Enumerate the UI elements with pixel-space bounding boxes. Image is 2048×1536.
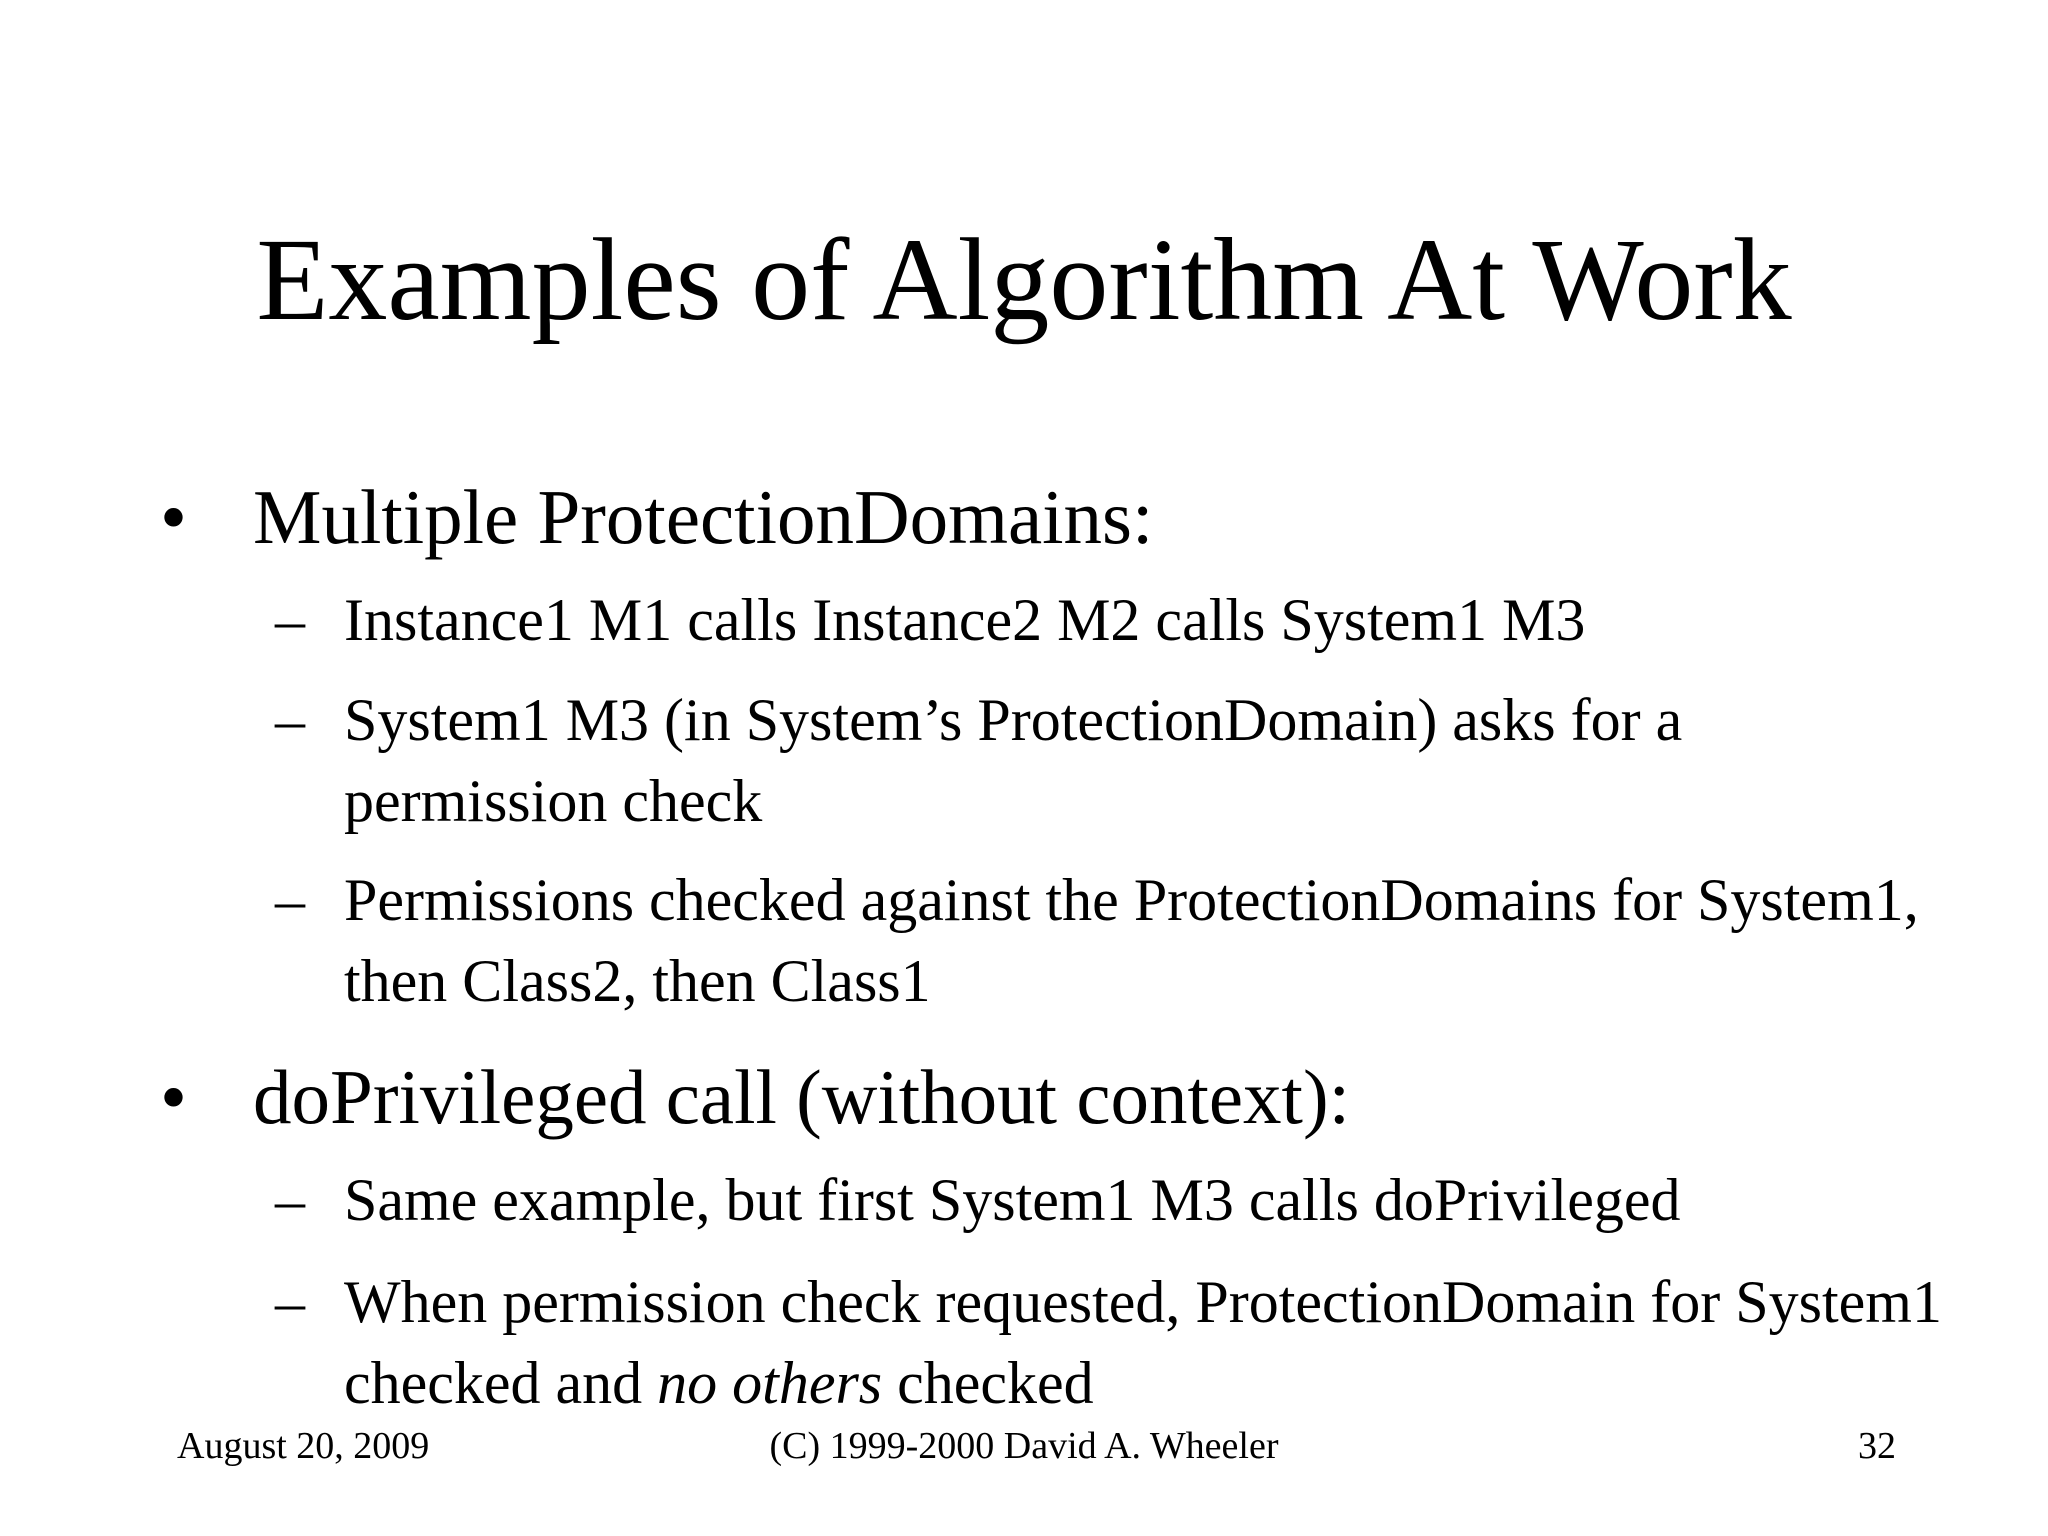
sub-bullet-text: System1 M3 (in System’s ProtectionDomain) asks for a permission check xyxy=(344,687,1683,834)
dash-marker: – xyxy=(275,867,305,933)
sub-bullet-text: Permissions checked against the ProtectionDomains for System1, then Class2, then Class1 xyxy=(344,867,1919,1014)
emphasized-text: no others xyxy=(657,1350,883,1416)
dash-marker: – xyxy=(275,1167,305,1233)
footer-copyright: (C) 1999-2000 David A. Wheeler xyxy=(769,1425,1279,1467)
dash-marker: – xyxy=(275,1269,305,1335)
sub-bullet-text xyxy=(344,1262,1944,1424)
dash-marker: – xyxy=(275,587,305,653)
bullet-text: doPrivileged call (without context): xyxy=(253,1054,1350,1140)
dash-marker: – xyxy=(275,687,305,753)
slide-title: Examples of Algorithm At Work xyxy=(256,214,1792,345)
sub-bullet-text-part: checked xyxy=(882,1350,1094,1416)
bullet-text: Multiple ProtectionDomains: xyxy=(253,474,1154,560)
sub-bullet-text-part: When permission check requested, ProtectionDomain for System1 checked and xyxy=(344,1269,1942,1416)
footer-date: August 20, 2009 xyxy=(177,1425,430,1467)
sub-bullet-text: Same example, but first System1 M3 calls doPrivileged xyxy=(344,1167,1681,1233)
bullet-marker: • xyxy=(160,1054,187,1140)
sub-bullet-text: Instance1 M1 calls Instance2 M2 calls System1 M3 xyxy=(344,587,1586,653)
slide-number: 32 xyxy=(1858,1425,1896,1467)
bullet-marker: • xyxy=(160,474,187,560)
